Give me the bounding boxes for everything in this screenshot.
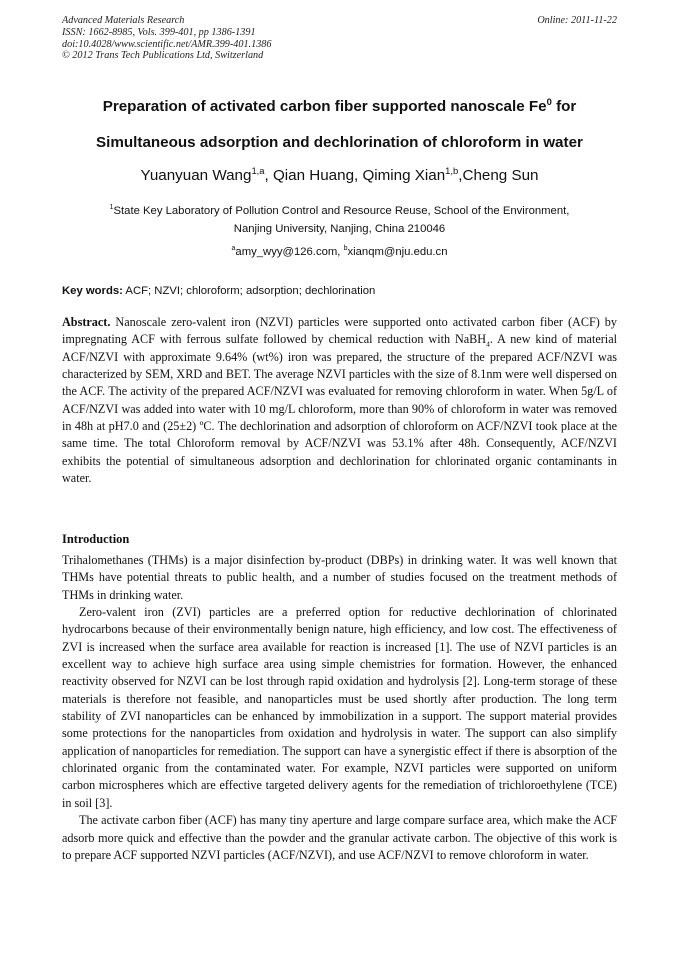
doi-line: doi:10.4028/www.scientific.net/AMR.399-401.1386 [62, 38, 272, 50]
author-emails [62, 243, 617, 261]
author-name: ,Cheng Sun [458, 167, 539, 184]
paragraph: Trihalomethanes (THMs) is a major disinfection by-product (DBPs) in drinking water. It was well known that THMs have potential threats to public health, and a number of studies focused on the treatment methods of THMs in drinking water. [62, 553, 617, 602]
header-row [62, 15, 617, 27]
email-link[interactable]: xianqm@nju.edu.cn [347, 246, 448, 258]
title-line-2: Simultaneous adsorption and dechlorination of chloroform in water [96, 134, 583, 151]
affiliation-text: State Key Laboratory of Pollution Control and Resource Reuse, School of the Environment, [113, 205, 570, 217]
abstract [62, 314, 617, 487]
section-heading-introduction: Introduction [62, 532, 130, 546]
publication-header [62, 15, 617, 62]
keywords-label: Key words: [62, 285, 123, 297]
affiliation-line-2: Nanjing University, Nanjing, China 210046 [233, 223, 446, 235]
abstract-label: Abstract. [62, 315, 111, 329]
title-superscript: 0 [546, 95, 552, 107]
paragraph: The activate carbon fiber (ACF) has many tiny aperture and large compare surface area, which make the ACF adsorb more quick and effective than the powder and the granular activate carbon. The objective of this work is to prepare ACF supported NZVI particles (ACF/NZVI), and use ACF/NZVI to remove chloroform in water. [62, 813, 617, 862]
title-line-1 [62, 89, 617, 125]
copyright-line: © 2012 Trans Tech Publications Ltd, Switzerland [62, 50, 264, 62]
keywords-text: ACF; NZVI; chloroform; adsorption; dechlorination [122, 285, 376, 297]
title-text-tail: for [551, 98, 577, 115]
journal-name: Advanced Materials Research [62, 15, 185, 26]
author-name: Yuanyuan Wang [140, 167, 252, 184]
author-affil-mark: 1,b [445, 164, 459, 176]
abstract-subscript: 4 [486, 339, 490, 349]
author-list [62, 166, 617, 186]
author-names: , Qian Huang, Qiming Xian [264, 167, 446, 184]
paragraph: Zero-valent iron (ZVI) particles are a preferred option for reductive dechlorination of chlorinated hydrocarbons because of their environmentally benign nature, high efficiency, and low cost. The effectiveness of ZVI is increased when the surface area available for reaction is increased [1]. The use of NZVI particles is an excellent way to achieve high surface area using simple chemistries for formation. However, the enhanced reactivity observed for NZVI can be lost through rapid oxidation and hydrolysis [2]. Long-term storage of these materials is therefore not feasible, and nanoparticles must be used shortly after production. The long term stability of ZVI nanoparticles can be enhanced by immobilization in a support. The support material provides some protections for the nanoparticles from oxidation and hydrolysis in water. The support can also simplify application of nanoparticles for remediation. The support can have a synergistic effect if there is absorption of the chlorinated organic from the contaminated water. For example, NZVI particles were supported on uniform carbon microspheres which are effective targeted delivery agents for the remediation of trichloroethylene (TCE) in soil [3]. [62, 605, 617, 810]
issn-line: ISSN: 1662-8985, Vols. 399-401, pp 1386-1391 [62, 26, 256, 38]
paper-title [62, 89, 617, 161]
title-text: Preparation of activated carbon fiber supported nanoscale Fe [102, 98, 547, 115]
online-date: Online: 2011-11-22 [537, 15, 617, 26]
introduction-body [62, 552, 617, 864]
abstract-text-continued: . A new kind of material ACF/NZVI with approximate 9.64% (wt%) iron was prepared, the structure of the prepared ACF/NZVI was characterized by SEM, XRD and BET. The average NZVI particles with the size of 8.1nm were well dispersed on the ACF. The activity of the prepared ACF/NZVI was evaluated for removing chloroform in water. When 5g/L of ACF/NZVI was added into water with 10 mg/L chloroform, more than 90% of chloroform in water was removed in 48h at pH7.0 and (25±2) ºC. The dechlorination and adsorption of chloroform on ACF/NZVI took place at the same time. The total Chloroform removal by ACF/NZVI was 53.1% after 48h. Consequently, ACF/NZVI exhibits the potential of simultaneous adsorption and dechlorination for chlorinated organic contaminants in water. [62, 332, 617, 486]
affiliation [62, 202, 617, 238]
author-affil-mark: 1,a [251, 164, 265, 176]
email-link[interactable]: amy_wyy@126.com, [235, 246, 344, 258]
email-mark: a [231, 245, 236, 253]
affiliation-mark: 1 [109, 204, 114, 212]
keywords [62, 283, 617, 299]
affiliation-line-1 [62, 202, 617, 220]
abstract-text: Nanoscale zero-valent iron (NZVI) particles were supported onto activated carbon fiber (ACF) by impregnating ACF with ferrous sulfate followed by chemical reduction with NaBH [62, 315, 617, 347]
email-mark: b [343, 245, 348, 253]
